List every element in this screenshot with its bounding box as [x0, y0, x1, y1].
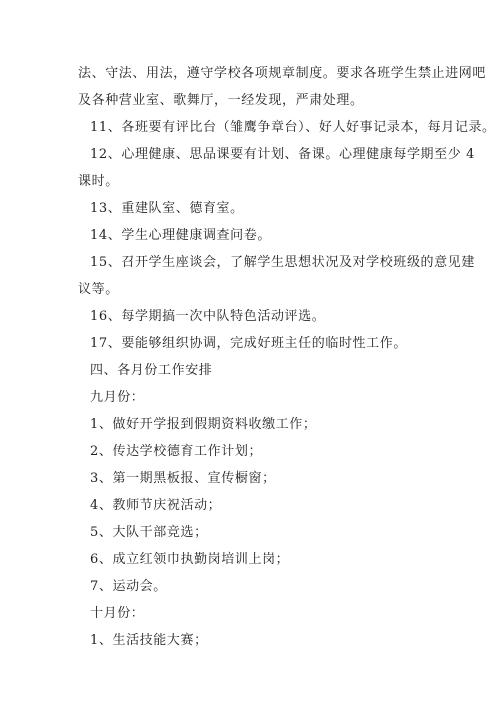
list-item: 3、第一期黑板报、宣传橱窗； — [90, 471, 276, 486]
list-item: 1、做好开学报到假期资料收缴工作； — [90, 417, 317, 432]
text-line: 16、每学期搞一次中队特色活动评选。 — [90, 309, 326, 324]
list-item: 2、传达学校德育工作计划； — [90, 444, 263, 459]
text-line: 15、召开学生座谈会，了解学生思想状况及对学校班级的意见建 — [90, 255, 475, 270]
list-item: 1、生活技能大赛； — [90, 633, 208, 648]
text-line: 课时。 — [78, 174, 119, 189]
month-heading: 九月份： — [90, 390, 145, 405]
list-item: 7、运动会。 — [90, 579, 167, 594]
text-line: 12、心理健康、思品课要有计划、备课。心理健康每学期至少 4 — [90, 147, 475, 162]
text-line: 及各种营业室、歌舞厅，一经发现，严肃处理。 — [78, 93, 364, 108]
text-line: 议等。 — [78, 282, 119, 297]
list-item: 5、大队干部竞选； — [90, 525, 208, 540]
section-heading: 四、各月份工作安排 — [90, 363, 213, 378]
list-item: 6、成立红领巾执勤岗培训上岗； — [90, 552, 290, 567]
text-line: 11、各班要有评比台（雏鹰争章台）、好人好事记录本，每月记录。 — [90, 120, 496, 135]
text-line: 13、重建队室、德育室。 — [90, 201, 244, 216]
text-line: 14、学生心理健康调查问卷。 — [90, 228, 271, 243]
text-line: 法、守法、用法，遵守学校各项规章制度。要求各班学生禁止进网吧 — [78, 66, 487, 81]
month-heading: 十月份： — [90, 606, 145, 621]
list-item: 4、教师节庆祝活动； — [90, 498, 222, 513]
text-line: 17、要能够组织协调，完成好班主任的临时性工作。 — [90, 336, 407, 351]
